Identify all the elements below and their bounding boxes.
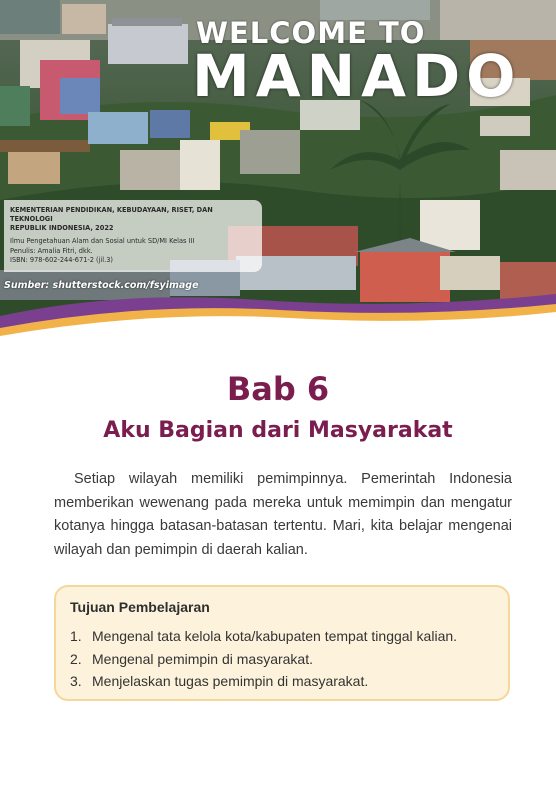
- book-author: Penulis: Amalia Fitri, dkk.: [10, 246, 93, 255]
- chapter-number: Bab 6: [226, 370, 330, 408]
- ministry-name: KEMENTERIAN PENDIDIKAN, KEBUDAYAAN, RISET, DAN TEKNOLOGI: [10, 206, 213, 223]
- publication-imprint: [4, 200, 262, 272]
- decorative-wave: [0, 286, 556, 366]
- photo-credit: Sumber: shutterstock.com/fsyimage: [4, 280, 199, 291]
- learning-objectives-box: [54, 585, 510, 701]
- list-item-text: Mengenal pemimpin di masyarakat.: [92, 650, 313, 667]
- list-item-number: 1.: [70, 628, 82, 644]
- book-title: Ilmu Pengetahuan Alam dan Sosial untuk SD/MI Kelas III: [10, 237, 195, 245]
- list-item-text: Mengenal tata kelola kota/kabupaten tempat tinggal kalian.: [92, 628, 458, 644]
- welcome-sign-city: MANADO: [192, 42, 522, 110]
- list-item: [70, 648, 494, 671]
- learning-objectives-title: Tujuan Pembelajaran: [70, 599, 210, 615]
- list-item-number: 3.: [70, 673, 82, 689]
- chapter-title: Aku Bagian dari Masyarakat: [103, 418, 453, 443]
- intro-paragraph: Setiap wilayah memiliki pemimpinnya. Pemerintah Indonesia memberikan wewenang pada mereka untuk memimpin dan mengatur kotanya hingga batasan-batasan tertentu. Mari, kita belajar mengenai wilayah dan pemimpin di daerah kalian.: [54, 471, 512, 558]
- book-isbn: ISBN: 978-602-244-671-2 (jil.3): [10, 256, 113, 264]
- welcome-sign-line1: WELCOME TO: [196, 16, 426, 50]
- learning-objectives-list: [70, 625, 494, 693]
- ministry-country-year: REPUBLIK INDONESIA, 2022: [10, 224, 114, 232]
- list-item: [70, 670, 494, 693]
- list-item-text: Menjelaskan tugas pemimpin di masyarakat.: [92, 673, 369, 689]
- list-item: [70, 625, 494, 648]
- hero-photo: [0, 0, 556, 330]
- list-item-number: 2.: [70, 650, 82, 667]
